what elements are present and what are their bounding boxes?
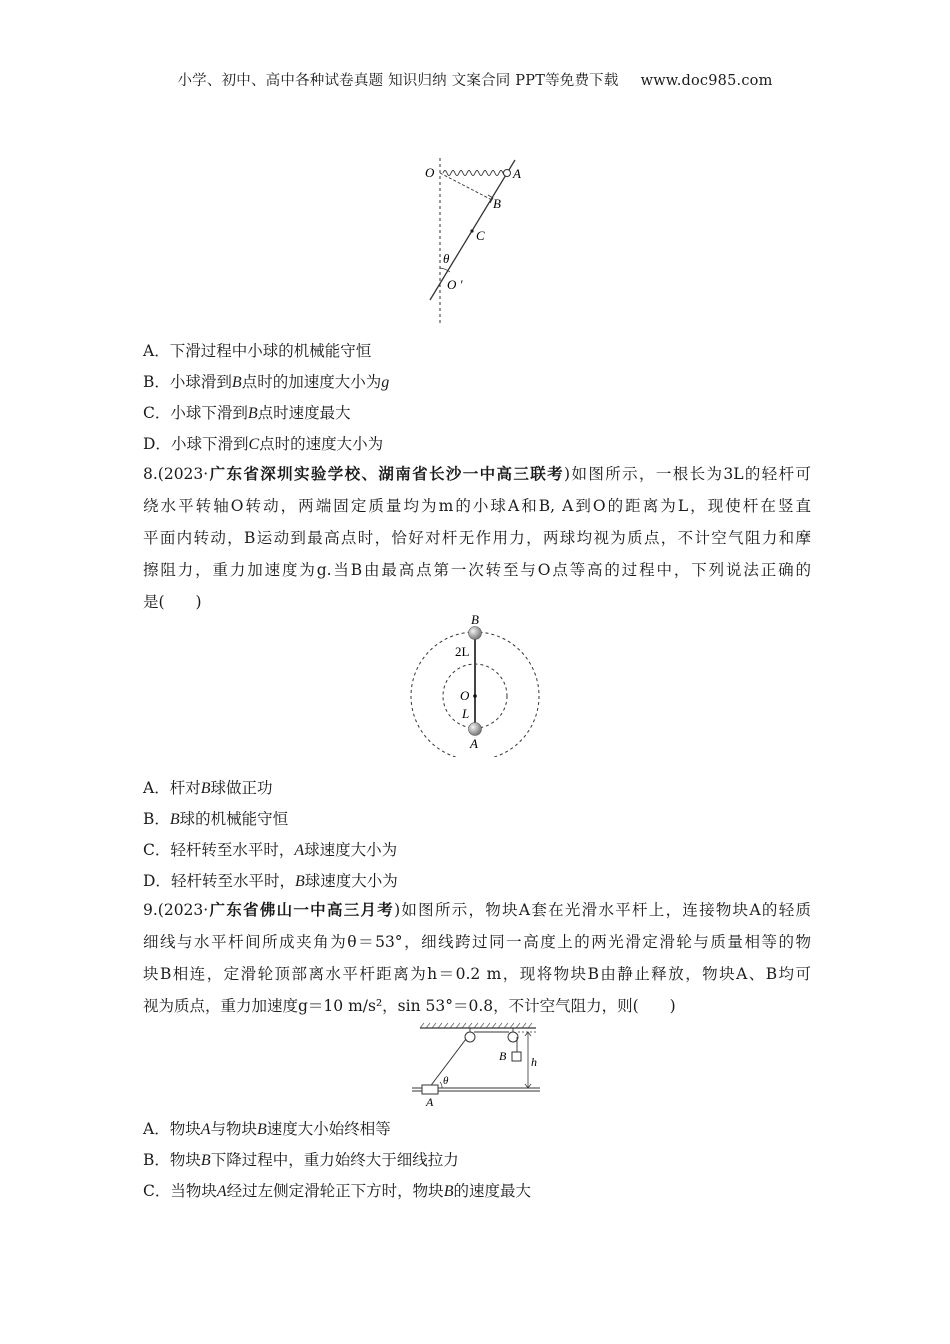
option-text: 点时速度最大	[257, 404, 351, 422]
q9-option-a	[143, 1117, 391, 1139]
option-letter: A．	[143, 779, 170, 797]
label-a: A	[513, 166, 521, 181]
option-text: 杆对	[169, 779, 201, 797]
option-var: B	[247, 405, 258, 422]
q9-row-1	[143, 894, 811, 926]
q8-row-2: 绕水平转轴O转动，两端固定质量均为m的小球A和B, A到O的距离为L，现使杆在竖直	[143, 497, 811, 515]
option-letter: A．	[143, 342, 170, 360]
option-letter: D．	[143, 435, 171, 453]
q8-option-c	[143, 838, 397, 860]
label-a: A	[470, 736, 478, 751]
header-site: www.doc985.com	[640, 73, 773, 89]
option-var: A	[200, 1121, 211, 1138]
option-text: 当物块	[170, 1182, 217, 1200]
stem-text: )如图所示，物块A套在光滑水平杆上，连接物块A的轻质	[394, 901, 811, 919]
q9-stem	[143, 894, 811, 1022]
option-letter: B．	[143, 810, 170, 828]
option-letter: C．	[143, 1182, 171, 1200]
q8-option-b	[143, 807, 288, 829]
option-text: 下滑过程中小球的机械能守恒	[169, 342, 372, 360]
q7-option-d	[143, 432, 383, 454]
option-text: 球速度大小为	[304, 841, 398, 859]
option-text: 物块	[169, 1151, 201, 1169]
option-var: B	[200, 780, 211, 797]
option-text: 轻杆转至水平时，	[170, 841, 295, 859]
question-source: 广东省深圳实验学校、湖南省长沙一中高三联考	[208, 465, 565, 483]
label-o: O	[425, 165, 435, 180]
option-text: 经过左侧定滑轮正下方时，物块	[226, 1182, 444, 1200]
label-c: C	[476, 228, 485, 243]
label-a: A	[426, 1095, 434, 1109]
option-var: B	[294, 873, 305, 890]
pulley-right	[508, 1032, 518, 1042]
option-text: 下降过程中，重力始终大于细线拉力	[210, 1151, 459, 1169]
option-text: 小球滑到	[169, 373, 232, 391]
option-var: B	[257, 1121, 267, 1138]
option-text: 球的机械能守恒	[179, 810, 289, 828]
q8-option-a	[143, 776, 273, 798]
q8-stem	[143, 458, 811, 618]
stem-text: )如图所示，一根长为3L的轻杆可	[564, 465, 811, 483]
block-b	[512, 1052, 521, 1061]
spring	[443, 171, 507, 176]
block-a	[422, 1085, 438, 1094]
q7-option-a	[143, 339, 371, 361]
option-letter: A．	[143, 1120, 170, 1138]
page-header	[0, 69, 950, 90]
figure-spring-incline	[415, 150, 535, 330]
q9-row-3: 块B相连，定滑轮顶部离水平杆距离为h＝0.2 m，现将物块B由静止释放，物块A、B均可	[143, 965, 811, 983]
option-text: 速度大小始终相等	[266, 1120, 391, 1138]
ball-b	[469, 627, 482, 640]
option-text: 小球下滑到	[170, 404, 248, 422]
q7-option-c	[143, 401, 351, 423]
option-var: A	[216, 1183, 227, 1200]
option-var: B	[231, 374, 242, 391]
q9-row-4: 视为质点，重力加速度g＝10 m/s²，sin 53°＝0.8，不计空气阻力，则( )	[143, 997, 676, 1015]
option-text: 物块	[169, 1120, 201, 1138]
option-letter: D．	[143, 872, 171, 890]
question-number: 9.(2023·	[143, 901, 209, 919]
q8-row-5: 是( )	[143, 593, 202, 611]
label-b: B	[499, 1049, 507, 1063]
option-letter: B．	[143, 373, 170, 391]
ceiling-hatch	[420, 1023, 532, 1028]
option-text: 轻杆转至水平时，	[170, 872, 295, 890]
q8-row-4: 擦阻力，重力加速度为g.当B由最高点第一次转至与O点等高的过程中，下列说法正确的	[143, 561, 811, 579]
label-o: O	[460, 688, 470, 703]
label-b: B	[493, 196, 501, 211]
pivot-o	[473, 694, 477, 698]
q8-row-3: 平面内转动，B运动到最高点时，恰好对杆无作用力，两球均视为质点，不计空气阻力和摩	[143, 529, 811, 547]
option-text: 点时的加速度大小为	[241, 373, 382, 391]
q9-option-b	[143, 1148, 459, 1170]
option-var: g	[381, 374, 390, 391]
label-o-prime: O ′	[447, 277, 463, 292]
label-h: h	[531, 1055, 537, 1069]
figure-rotating-rod	[405, 612, 545, 757]
q9-option-c	[143, 1179, 531, 1201]
point-c	[470, 229, 473, 232]
q7-option-b	[143, 370, 389, 392]
option-var: A	[294, 842, 305, 859]
option-letter: C．	[143, 404, 171, 422]
option-letter: B．	[143, 1151, 170, 1169]
figure-pulley-blocks	[408, 1020, 548, 1110]
header-text: 小学、初中、高中各种试卷真题 知识归纳 文案合同 PPT等免费下载	[177, 73, 619, 89]
option-var: B	[169, 811, 180, 828]
q8-option-d	[143, 869, 398, 891]
label-theta: θ	[443, 251, 450, 266]
q9-row-2: 细线与水平杆间所成夹角为θ＝53°，细线跨过同一高度上的两光滑定滑轮与质量相等的物	[143, 933, 811, 951]
label-2l: 2L	[455, 644, 470, 659]
label-theta: θ	[443, 1075, 449, 1087]
label-l: L	[462, 706, 470, 721]
label-b: B	[471, 612, 479, 627]
option-text: 球速度大小为	[304, 872, 398, 890]
q8-row-1	[143, 458, 811, 490]
option-text: 球做正功	[210, 779, 273, 797]
option-letter: C．	[143, 841, 171, 859]
question-number: 8.(2023·	[143, 465, 209, 483]
pulley-left	[465, 1032, 475, 1042]
option-text: 小球下滑到	[170, 435, 249, 453]
option-var: B	[200, 1152, 211, 1169]
option-text: 与物块	[210, 1120, 258, 1138]
option-text: 的速度最大	[453, 1182, 531, 1200]
option-var: C	[248, 436, 260, 453]
option-text: 点时的速度大小为	[259, 435, 384, 453]
question-source: 广东省佛山一中高三月考	[208, 901, 395, 919]
option-var: B	[443, 1183, 454, 1200]
ball-a	[504, 170, 511, 177]
ball-a	[469, 723, 482, 736]
perpendicular-dashed	[440, 173, 492, 200]
